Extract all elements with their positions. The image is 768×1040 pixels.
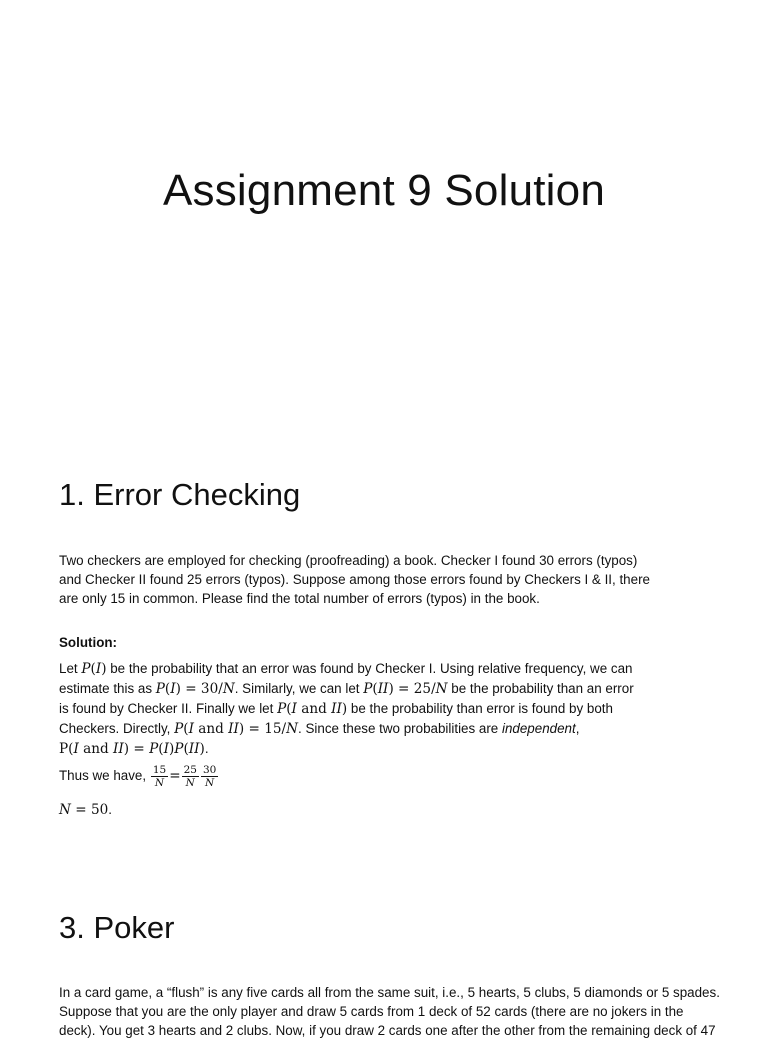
text-run: . [108, 802, 112, 817]
solution-body [59, 659, 719, 759]
text-run: . [204, 741, 209, 756]
math-p-i-equals: P(I) = 30/N [155, 681, 235, 697]
math-p-ii-equals: P(II) = 25/N [363, 681, 448, 697]
text-line: deck). You get 3 hearts and 2 clubs. Now, if you draw 2 cards one after the other from the remaining deck of 47 [59, 1023, 716, 1038]
answer-line [59, 800, 719, 820]
text-run: be the probability than an error [447, 681, 634, 696]
text-run: be the probability than error is found by both [347, 701, 613, 716]
emphasis-independent: independent [501, 721, 576, 736]
problem-statement-poker [59, 983, 749, 1040]
fraction-15-over-n: $\frac{15}{N}$ [152, 764, 167, 789]
text-line: Suppose that you are the only player and draw 5 cards from 1 deck of 52 cards (there are no jokers in the [59, 1004, 684, 1019]
solution-label: Solution: [59, 635, 118, 650]
equals-sign: = [169, 768, 181, 785]
equation-line [59, 764, 719, 789]
text-run: Checkers. Directly, [59, 721, 175, 736]
text-run: estimate this as [59, 681, 156, 696]
text-line: and Checker II found 25 errors (typos). Suppose among those errors found by Checkers I & II, there [59, 572, 650, 587]
section-heading-poker: 3. Poker [59, 910, 175, 945]
text-line: In a card game, a “flush” is any five cards all from the same suit, i.e., 5 hearts, 5 clubs, 5 diamonds or 5 spades. [59, 985, 720, 1000]
text-run: is found by Checker II. Finally we let [59, 701, 278, 716]
math-independence: P(I and II) = P(I)P(II) [59, 741, 205, 757]
text-run: . Since these two probabilities are [298, 721, 502, 736]
page-title: Assignment 9 Solution [162, 166, 605, 215]
text-run: , [575, 721, 580, 736]
text-run: . Similarly, we can let [234, 681, 364, 696]
problem-statement-error-checking [59, 551, 719, 608]
math-p-of-i: P(I) [81, 661, 107, 677]
text-run: Thus we have, [59, 768, 150, 784]
section-heading-error-checking: 1. Error Checking [59, 477, 301, 512]
math-p-i-and-ii-equals: P(I and II) = 15/N [174, 721, 299, 737]
math-p-i-and-ii: P(I and II) [277, 701, 348, 717]
text-run: Let [59, 661, 82, 676]
text-run: be the probability that an error was found by Checker I. Using relative frequency, we can [106, 661, 633, 676]
math-answer: N = 50 [59, 802, 109, 818]
text-line: are only 15 in common. Please find the total number of errors (typos) in the book. [59, 591, 540, 606]
text-line: Two checkers are employed for checking (proofreading) a book. Checker I found 30 errors (typos) [59, 553, 638, 568]
fraction-30-over-n: $\frac{30}{N}$ [202, 764, 217, 789]
fraction-25-over-n: $\frac{25}{N}$ [183, 764, 197, 789]
